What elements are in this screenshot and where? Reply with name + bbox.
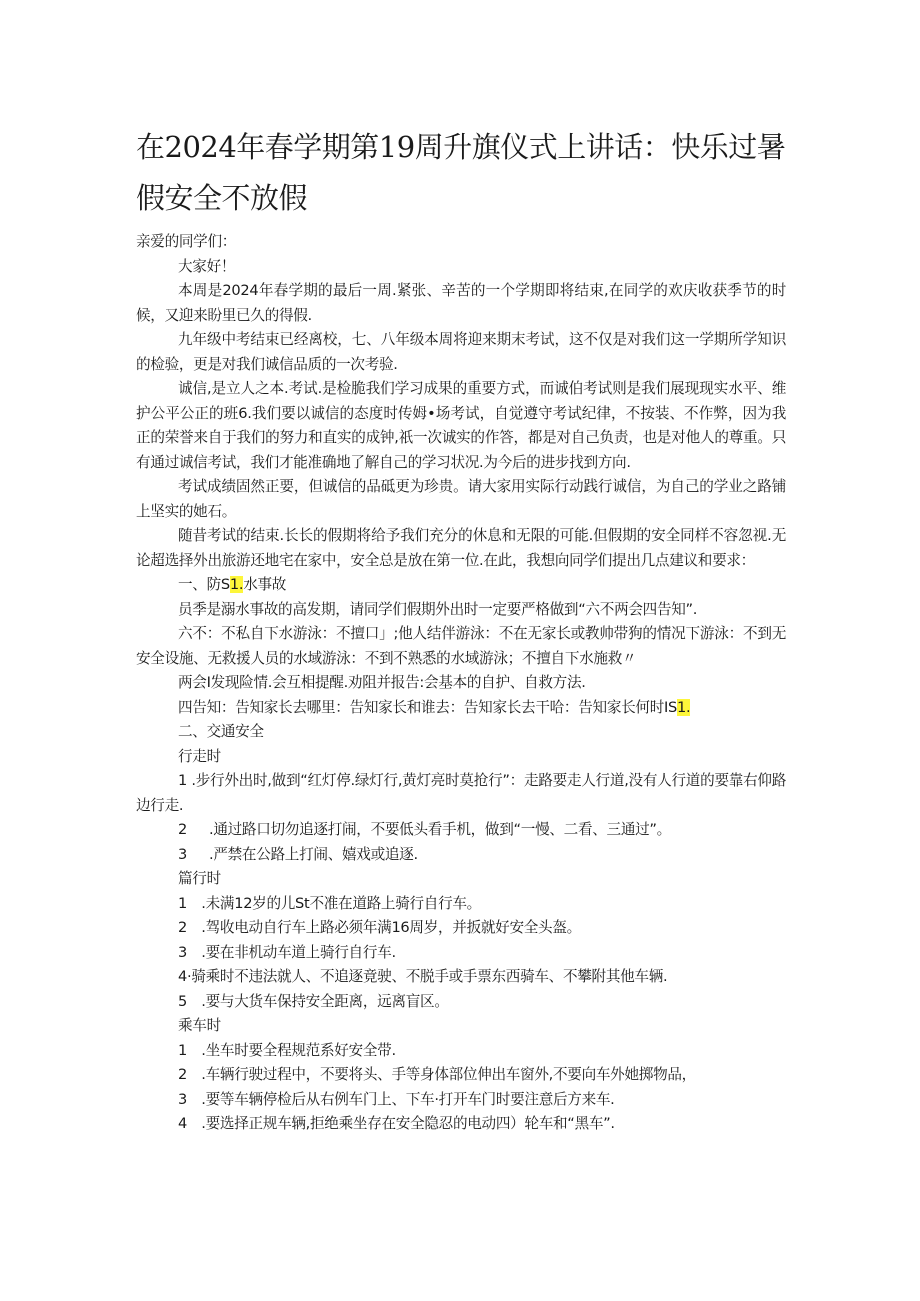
list-item: 1 .未满12岁的儿St不准在道路上骑行自行车。 bbox=[178, 894, 481, 912]
paragraph: 本周是2024年春学期的最后一周.紧张、辛苦的一个学期即将结束,在同学的欢庆收获季节的时候，又迎来盼里已久的得假. bbox=[136, 282, 786, 324]
paragraph: 诚信,是立人之本.考试.是检脆我们学习成果的重要方式，而诚伯考试则是我们展现现实水平、维护公平公正的班6.我们要以诚信的态度时传姆•场考试，自觉遵守考试纪律，不按装、不作弊，因为我正的荣誉来自于我们的努力和直实的成钟,祇一次诚实的作答，都是对自己负责，也是对他人的尊重。只有通过诚信考试，我们才能准确地了解自己的学习状况.为今后的进步找到方向. bbox=[136, 380, 786, 471]
list-item: 2 .车辆行驶过程中，不要将头、手等身体部位伸出车窗外,不要向车外她掷物品， bbox=[178, 1066, 696, 1083]
document-title: 在2024年春学期第19周升旗仪式上讲话：快乐过暑假安全不放假 bbox=[136, 130, 786, 215]
list-item: 3 .要在非机动车道上骑行自行车. bbox=[178, 943, 396, 961]
paragraph: 考试成绩固然正要，但诚信的品砥更为珍贵。请大家用实际行动践行诚信，为自己的学业之路铺上坚实的她石。 bbox=[136, 478, 786, 520]
subheading-cycling: 篇行时 bbox=[178, 870, 221, 887]
paragraph: 员季是溺水事故的高发期，请同学们假期外出时一定要严格做到“六不两会四告知”. bbox=[178, 600, 698, 618]
greeting: 大家好！ bbox=[178, 257, 236, 275]
salutation: 亲爱的同学们： bbox=[136, 233, 237, 250]
list-item: 5 .要与大货车保持安全距离，远离盲区。 bbox=[178, 992, 449, 1010]
subheading-riding: 乘车时 bbox=[178, 1017, 221, 1034]
paragraph: 六不：不私自下水游泳：不擅口」;他人结伴游泳：不在无家长或教帅带狗的情况下游泳：不到无安全设施、无救援人员的水域游泳：不到不熟悉的水域游泳；不擅自下水施救〃 bbox=[136, 625, 786, 667]
paragraph-text: 四告知：告知家长去哪里：告知家长和谁去：告知家长去干哈：告知家长何时IS bbox=[178, 698, 677, 716]
section-heading-drowning bbox=[136, 573, 786, 598]
document-body bbox=[136, 230, 786, 1137]
heading-text: 水事故 bbox=[243, 576, 287, 593]
list-item bbox=[136, 843, 786, 868]
paragraph: 两会I发现险情.会互相提醒.劝阻并报告:会基本的自护、自救方法. bbox=[178, 674, 586, 691]
paragraph: 九年级中考结束已经离校，七、八年级本周将迎来期末考试，这不仅是对我们这一学期所学知识的检验，更是对我们诚信品质的一次考验. bbox=[136, 331, 786, 373]
list-item: 4 .要选择正规车辆,拒绝乘坐存在安全隐忍的电动四）轮车和“黑车”. bbox=[178, 1115, 615, 1132]
list-text: .通过路口切勿追逐打闹，不要低头看手机，做到“一慢、二看、三通过”。 bbox=[209, 821, 671, 838]
section-heading-traffic: 二、交通安全 bbox=[178, 723, 264, 740]
list-number: 3 bbox=[178, 845, 187, 863]
subheading-walking: 行走时 bbox=[178, 747, 221, 765]
paragraph bbox=[136, 696, 786, 721]
list-item bbox=[136, 818, 786, 843]
list-item: 1 .坐车时要全程规范系好安全带. bbox=[178, 1041, 396, 1059]
list-number: 2 bbox=[178, 821, 187, 838]
highlighted-text: 1. bbox=[229, 576, 244, 593]
paragraph: 随昔考试的结束.长长的假期将给予我们充分的休息和无限的可能.但假期的安全同样不容忽视.无论超选择外出旅游还地宅在家中，安全总是放在第一位.在此，我想向同学们提出几点建议和要求： bbox=[136, 527, 786, 569]
list-item: 4·骑乘时不违法就人、不追逐竟驶、不脱手或手票东西骑车、不攀附其他车辆. bbox=[178, 968, 668, 985]
list-text: .严禁在公路上打闹、嬉戏或追逐. bbox=[209, 845, 418, 863]
heading-text: 一、防S bbox=[178, 576, 230, 593]
list-item: 2 .驾收电动自行车上路必须年满16周岁，并扳就好安全头盔。 bbox=[178, 919, 581, 936]
highlighted-text: 1. bbox=[676, 698, 691, 716]
list-item: 3 .要等车辆停检后从右例车门上、下车·打开车门时要注意后方来车. bbox=[178, 1090, 615, 1108]
list-item: 1 .步行外出时,做到“红灯停.绿灯行,黄灯亮时莫抢行”：走路要走人行道,没有人行道的要靠右仰路边行走. bbox=[136, 772, 786, 814]
